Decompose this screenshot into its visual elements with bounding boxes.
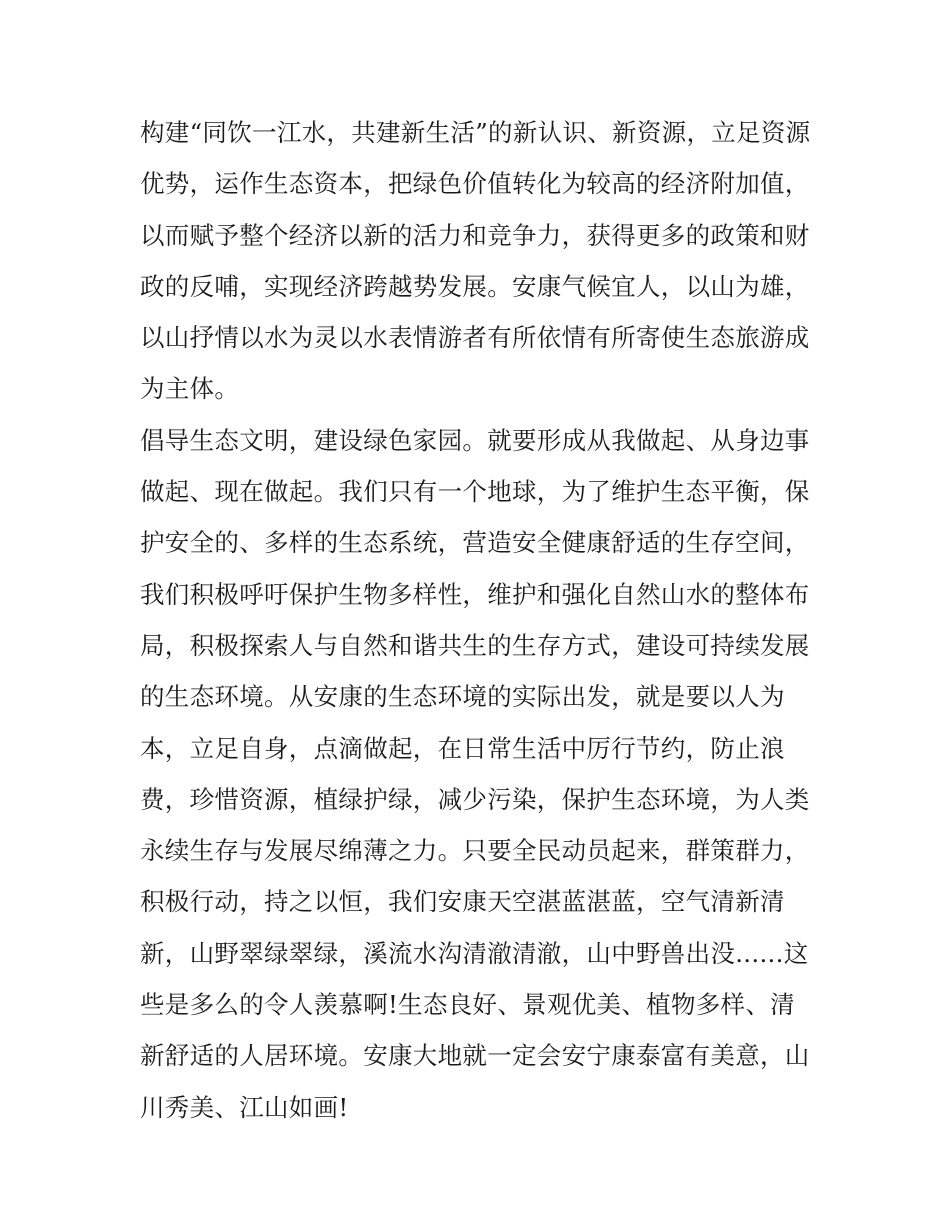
body-text xyxy=(140,107,820,1133)
text-line: 做起、现在做起。我们只有一个地球，为了维护生态平衡，保 xyxy=(140,477,810,507)
text-line: 政的反哺，实现经济跨越势发展。安康气候宜人，以山为雄， xyxy=(140,271,810,301)
text-line: 局，积极探索人与自然和谐共生的生存方式，建设可持续发展 xyxy=(140,630,810,660)
text-line: 的生态环境。从安康的生态环境的实际出发，就是要以人为 xyxy=(140,682,785,712)
text-line: 费，珍惜资源，植绿护绿，减少污染，保护生态环境，为人类 xyxy=(140,784,810,814)
text-line: 川秀美、江山如画! xyxy=(140,1092,349,1122)
text-line: 为主体。 xyxy=(140,374,240,404)
text-line: 永续生存与发展尽绵薄之力。只要全民动员起来，群策群力， xyxy=(140,836,810,866)
text-line: 以而赋予整个经济以新的活力和竞争力，获得更多的政策和财 xyxy=(140,220,810,250)
text-line: 构建“同饮一江水，共建新生活”的新认识、新资源，立足资源 xyxy=(140,118,811,147)
text-line: 我们积极呼吁保护生物多样性，维护和强化自然山水的整体布 xyxy=(140,579,810,609)
text-line: 积极行动，持之以恒，我们安康天空湛蓝湛蓝，空气清新清 xyxy=(140,887,785,917)
text-line: 些是多么的令人羡慕啊!生态良好、景观优美、植物多样、清 xyxy=(140,990,795,1020)
text-line: 护安全的、多样的生态系统，营造安全健康舒适的生存空间， xyxy=(140,528,810,558)
text-line: 以山抒情以水为灵以水表情游者有所依情有所寄使生态旅游成 xyxy=(140,323,810,353)
text-line: 倡导生态文明，建设绿色家园。就要形成从我做起、从身边事 xyxy=(140,425,810,455)
text-line: 新，山野翠绿翠绿，溪流水沟清澈清澈，山中野兽出没......这 xyxy=(140,938,809,968)
text-line: 本，立足自身，点滴做起，在日常生活中厉行节约，防止浪 xyxy=(140,733,785,763)
text-line: 优势，运作生态资本，把绿色价值转化为较高的经济附加值， xyxy=(140,169,810,199)
text-line: 新舒适的人居环境。安康大地就一定会安宁康泰富有美意，山 xyxy=(140,1041,810,1071)
